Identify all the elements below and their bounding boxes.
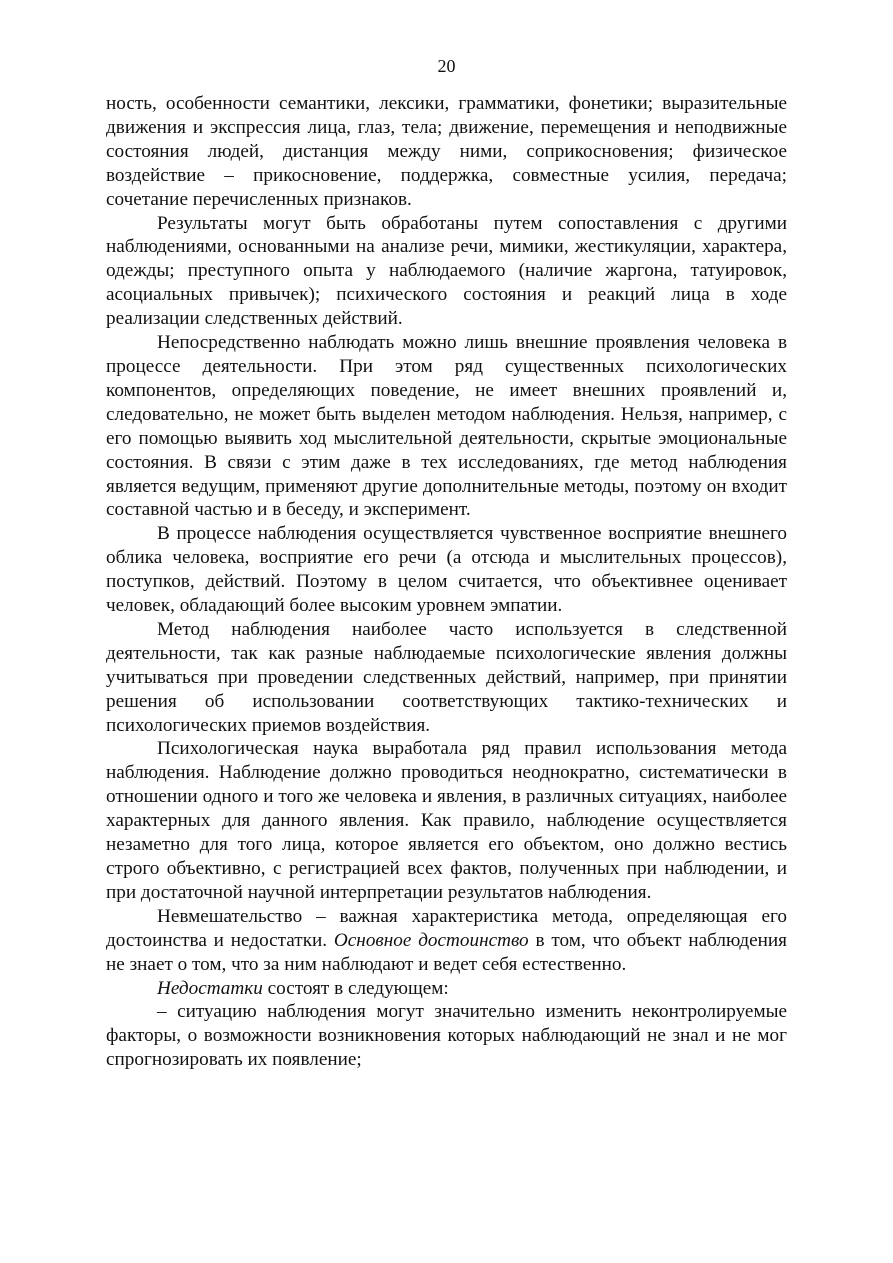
paragraph: Результаты могут быть обработаны путем сопоставления с другими наблюдениями, основанными на анализе речи, мимики, жестикуляции, характера, одежды; преступного опыта у наблюдаемого (наличие жаргона, татуировок, асоциальных привычек); психического состояния и реакций лица в ходе реализации следственных действий.	[106, 212, 787, 330]
paragraph: Метод наблюдения наиболее часто используется в следственной деятельности, так как разные наблюдаемые психологические явления должны учитываться при проведении следственных действий, например, при принятии решения об использовании соответствующих тактико-технических и психологических приемов воздействия.	[106, 618, 787, 736]
paragraph	[106, 977, 787, 1001]
paragraph: Психологическая наука выработала ряд правил использования метода наблюдения. Наблюдение должно проводиться неоднократно, систематически в отношении одного и того же человека и явления, в различных ситуациях, наиболее характерных для данного явления. Как правило, наблюдение осуществляется незаметно для того лица, которое является его объектом, оно должно вестись строго объективно, с регистрацией всех фактов, полученных при наблюдении, и при достаточной научной интерпретации результатов наблюдения.	[106, 738, 787, 903]
paragraph: В процессе наблюдения осуществляется чувственное восприятие внешнего облика человека, восприятие его речи (а отсюда и мыслительных процессов), поступков, действий. Поэтому в целом считается, что объективнее оценивает человек, обладающий более высоким уровнем эмпатии.	[106, 523, 787, 617]
paragraph-text: Невмешательство – важная характеристика метода, определяющая его достоинства и недостатки.	[106, 905, 787, 951]
paragraph	[106, 905, 787, 977]
paragraph: ность, особенности семантики, лексики, грамматики, фонетики; выразительные движения и экспрессия лица, глаз, тела; движение, перемещения и неподвижные состояния людей, дистанция между ними, соприкосновения; физическое воздействие – прикосновение, поддержка, совместные усилия, передача; сочетание перечисленных признаков.	[106, 93, 787, 210]
list-item: – ситуацию наблюдения могут значительно изменить неконтролируемые факторы, о возможности возникновения которых наблюдающий не знал и не мог спрогнозировать их появление;	[106, 1001, 787, 1071]
paragraph: Непосредственно наблюдать можно лишь внешние проявления человека в процессе деятельности. При этом ряд существенных психологических компонентов, определяющих поведение, не имеет внешних проявлений и, следовательно, не может быть выделен методом наблюдения. Нельзя, например, с его помощью выявить ход мыслительной деятельности, скрытые эмоциональные состояния. В связи с этим даже в тех исследованиях, где метод наблюдения является ведущим, применяют другие дополнительные методы, поэтому он входит составной частью и в беседу, и эксперимент.	[106, 332, 787, 521]
page-number: 20	[437, 56, 456, 76]
paragraph-text: состоят в следующем:	[262, 977, 449, 999]
emphasis-text: Недостатки	[157, 977, 263, 999]
emphasis-text: Основное достоинство	[333, 929, 529, 951]
paragraph-text: в том, что объект наблюдения не знает о том, что за ним наблюдают и ведет себя естественно.	[106, 929, 787, 975]
body-text	[106, 92, 787, 1072]
